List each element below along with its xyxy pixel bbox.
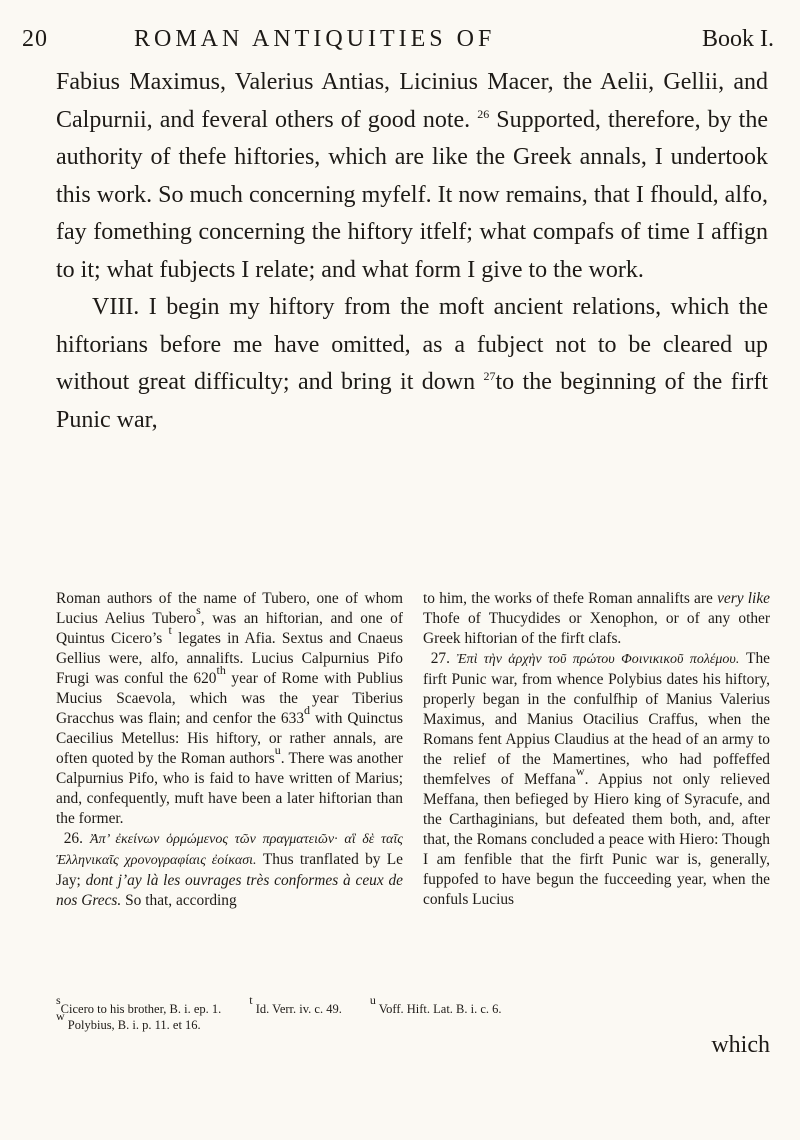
book-label: Book I. <box>702 26 774 52</box>
footnote-marker: t <box>249 993 253 1007</box>
main-paragraph-1 <box>56 64 768 289</box>
note-27 <box>423 649 770 910</box>
note-text: So that, according <box>125 892 237 909</box>
main-paragraph-2 <box>56 289 768 439</box>
note-text: Thus tranflated by Le Jay; <box>56 851 403 889</box>
note-number: 27. <box>430 650 450 667</box>
ordinal-suffix: d <box>304 703 311 717</box>
footnote-row <box>56 993 770 1016</box>
note-text: Roman authors of the name of Tubero, one of whom Lucius Aelius Tubero <box>56 590 403 627</box>
footnote-marker: w <box>575 764 585 778</box>
footnote-marker: t <box>168 623 172 637</box>
note-text: with Quinctus Caecilius Metellus: His hiftory, or rather annals, are often quoted by the Roman authors <box>56 710 403 767</box>
footnote-w <box>56 1009 201 1032</box>
footnotes <box>56 993 770 1032</box>
main-text-segment: Fabius Maximus, Valerius Antias, Licinius Macer, the Aelii, Gellii, and Calpurnii, and feveral others of good note. <box>56 69 768 133</box>
note-reference-26: 26 <box>477 106 490 121</box>
footnote-marker: s <box>196 603 201 617</box>
footnote-text: Voff. Hift. Lat. B. i. c. 6. <box>378 1002 502 1016</box>
note-text: . There was another Calpurnius Pifo, who is faid to have written of Marius; and, confequently, muft have been a later hiftorian than the former. <box>56 750 403 827</box>
note-text: . Appius not only relieved Meffana, then befieged by Hiero king of Syracufe, and the Carthaginians, but defeated them both, and, after that, the Romans concluded a peace with Hiero: Though I am fenfible that the firft Punic war is, generally, fuppofed to have begun the fucceeding year, when the confuls Lucius <box>423 771 770 908</box>
ordinal-suffix: th <box>216 663 226 677</box>
notes-right-column <box>423 589 770 911</box>
note-text: The firft Punic war, from whence Polybius dates his hiftory, properly began in the confulfhip of Manius Valerius Maximus, and Manius Otacilius Craffus, when the Romans fent Appius Claudius at the head of an army to the relief of the Mamertines, who had poffeffed themfelves of Meffana <box>423 650 770 788</box>
note-text: , was an hiftorian, and one of Quintus Cicero’s <box>56 610 403 647</box>
italic-emphasis: very like <box>717 590 770 607</box>
note-text: legates in Afia. Sextus and Cnaeus Gellius were, alfo, annalifts. Lucius Calpurnius Pifo Frugi was conful the 620 <box>56 630 403 687</box>
note-25-continuation <box>56 589 403 829</box>
footnote-marker: s <box>56 993 61 1007</box>
main-text-segment: Supported, therefore, by the authority of thefe hiftories, which are like the Greek annals, I undertook this work. So much concerning myfelf. It now remains, that I fhould, alfo, fay fomething concerning the hiftory itfelf; what compafs of time I affign to it; what fubjects I relate; and what form I give to the work. <box>56 106 768 283</box>
note-text: Thofe of Thucydides or Xenophon, or of any other Greek hiftorian of the firft clafs. <box>423 610 770 647</box>
main-text <box>56 64 768 439</box>
notes-section <box>56 589 770 911</box>
greek-quotation: Ἐπὶ τὴν ἀρχὴν τοῦ πρώτου Φοινικικοῦ πολέμου. <box>456 652 740 667</box>
main-text-segment: VIII. I begin my hiftory from the moft ancient relations, which the hiftorians before me have omitted, as a fubject not to be cleared up without great difficulty; and bring it down <box>56 294 768 395</box>
note-text: to him, the works of thefe Roman annalifts are <box>423 590 713 607</box>
main-text-segment: to the beginning of the firft Punic war, <box>56 369 769 433</box>
running-title: ROMAN ANTIQUITIES OF <box>134 26 496 52</box>
footnote-marker: w <box>56 1009 65 1023</box>
footnote-marker: u <box>369 993 376 1007</box>
french-quotation: dont j’ay là les ouvrages très conformes à ceux de nos Grecs. <box>56 872 403 909</box>
greek-quotation: Ἀπ’ ἐκείνων ὁρμώμενος τῶν πραγματειῶν· αἳ δὲ ταῖς Ἑλληνικαῖς χρονογραφίαις ἐοίκασι. <box>56 832 403 868</box>
footnote-text: Cicero to his brother, B. i. ep. 1. <box>60 1002 222 1016</box>
running-header <box>22 24 774 60</box>
notes-left-column <box>56 589 403 911</box>
footnote-text: Id. Verr. iv. c. 49. <box>255 1002 342 1016</box>
footnote-s <box>56 993 222 1016</box>
footnote-t <box>249 993 342 1016</box>
note-number: 26. <box>63 830 83 847</box>
footnote-u <box>369 993 502 1016</box>
note-26 <box>56 829 403 911</box>
note-26-continuation <box>423 589 770 649</box>
footnote-text: Polybius, B. i. p. 11. et 16. <box>67 1018 201 1032</box>
note-reference-27: 27 <box>483 369 496 383</box>
catchword: which <box>711 1032 770 1058</box>
footnote-marker: u <box>274 743 281 757</box>
page-number: 20 <box>22 26 48 52</box>
note-text: year of Rome with Publius Mucius Scaevola, which was the year Tiberius Gracchus was flain; and cenfor the 633 <box>56 670 403 727</box>
